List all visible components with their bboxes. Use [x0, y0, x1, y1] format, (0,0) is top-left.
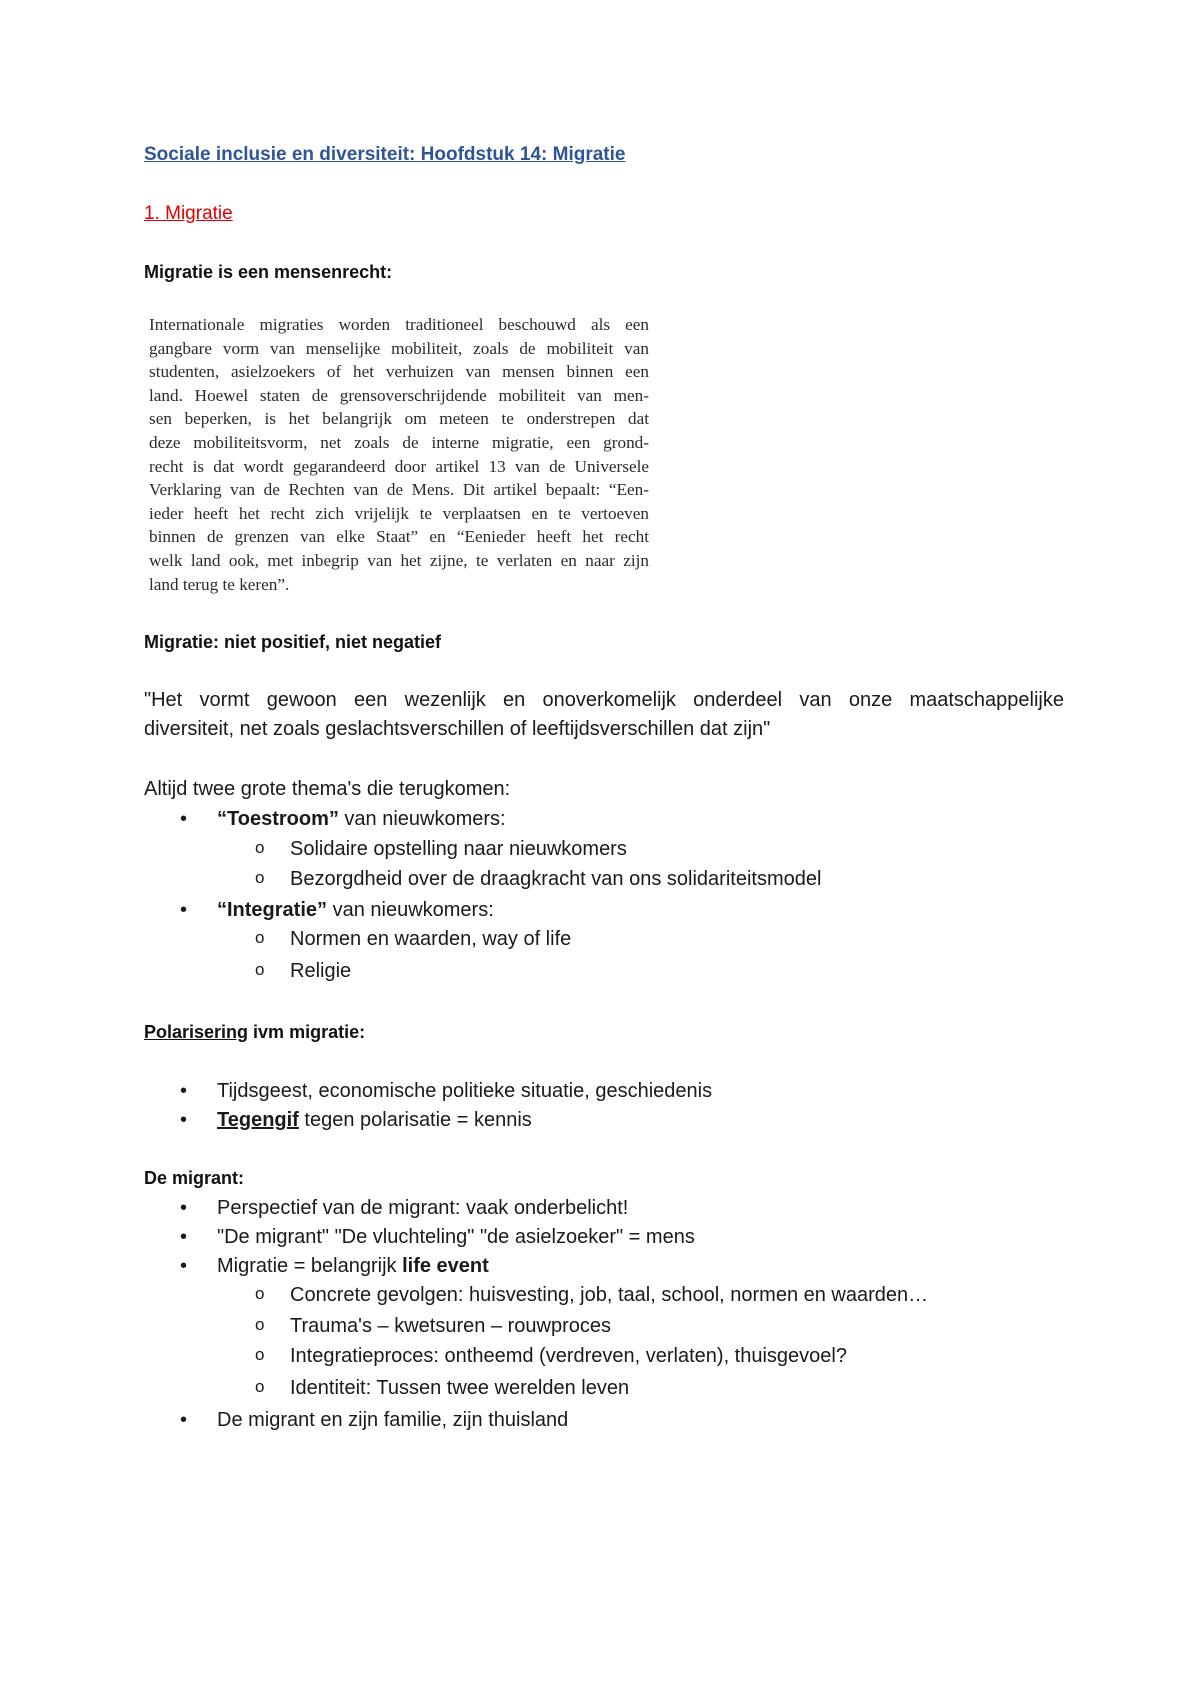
circle-bullet-icon: o: [255, 868, 265, 887]
bullet-icon: •: [180, 1226, 188, 1248]
quote-line: deze mobiliteitsvorm, net zoals de interne migratie, een grond-: [149, 432, 649, 452]
quote-line: ieder heeft het recht zich vrijelijk te verplaatsen en te vertoeven: [149, 503, 649, 523]
life-event-plain: Migratie = belangrijk: [217, 1255, 403, 1277]
theme-toestroom-rest: van nieuwkomers:: [338, 808, 506, 830]
quote-line: sen beperken, is het belangrijk om meteen te onderstrepen dat: [149, 409, 649, 429]
list-item-toestroom: [0, 808, 1200, 836]
quote-line: recht is dat wordt gegarandeerd door artikel 13 van de Universele: [149, 456, 649, 476]
themes-intro: Altijd twee grote thema's die terugkomen:: [144, 778, 511, 800]
list-item: [0, 1109, 1200, 1137]
scanned-quote: [149, 313, 649, 596]
sub-list-text: Bezorgdheid over de draagkracht van ons solidariteitsmodel: [290, 868, 822, 890]
bullet-icon: •: [180, 808, 188, 830]
heading-human-right: Migratie is een mensenrecht:: [144, 262, 393, 282]
neutral-quote-line-2: diversiteit, net zoals geslachtsverschillen of leeftijdsverschillen dat zijn": [144, 718, 771, 740]
quote-line: land. Hoewel staten de grensoverschrijdende mobiliteit van men-: [149, 385, 649, 405]
list-item: [0, 1409, 1200, 1437]
sub-list-text: Normen en waarden, way of life: [290, 928, 572, 950]
section-heading: 1. Migratie: [144, 203, 233, 224]
quote-line: Internationale migraties worden traditioneel beschouwd als een: [149, 315, 649, 334]
sub-list-item: [0, 1345, 1200, 1373]
life-event-bold: life event: [402, 1255, 489, 1277]
list-item-integratie: [0, 899, 1200, 927]
theme-integratie-rest: van nieuwkomers:: [327, 899, 494, 921]
circle-bullet-icon: o: [255, 960, 265, 979]
sub-list-item: [0, 868, 1200, 896]
sub-list-text: Integratieproces: ontheemd (verdreven, verlaten), thuisgevoel?: [290, 1345, 847, 1367]
sub-list-item: [0, 1377, 1200, 1405]
quote-line: Verklaring van de Rechten van de Mens. Dit artikel bepaalt: “Een-: [149, 480, 649, 500]
sub-list-item: [0, 1284, 1200, 1312]
document-title: Sociale inclusie en diversiteit: Hoofdstuk 14: Migratie: [144, 144, 626, 165]
polarisation-rest: ivm migratie:: [248, 1022, 366, 1042]
tegengif-bold: Tegengif: [217, 1109, 299, 1131]
theme-toestroom-bold: “Toestroom”: [217, 808, 339, 830]
list-item: [0, 1226, 1200, 1254]
quote-line: gangbare vorm van menselijke mobiliteit, zoals de mobiliteit van: [149, 338, 649, 358]
list-item: [0, 1255, 1200, 1283]
heading-polarisation: [144, 1022, 365, 1043]
sub-list-text: Concrete gevolgen: huisvesting, job, taal, school, normen en waarden…: [290, 1284, 929, 1306]
circle-bullet-icon: o: [255, 928, 265, 947]
bullet-icon: •: [180, 899, 188, 921]
list-text: Perspectief van de migrant: vaak onderbelicht!: [217, 1197, 629, 1219]
quote-line: binnen de grenzen van elke Staat” en “Eenieder heeft het recht: [149, 527, 649, 547]
sub-list-item: [0, 928, 1200, 956]
sub-list-text: Trauma's – kwetsuren – rouwproces: [290, 1315, 611, 1337]
sub-list-text: Religie: [290, 960, 352, 982]
list-item: [0, 1197, 1200, 1225]
circle-bullet-icon: o: [255, 1284, 265, 1303]
sub-list-item: [0, 838, 1200, 866]
sub-list-text: Identiteit: Tussen twee werelden leven: [290, 1377, 630, 1399]
theme-integratie-bold: “Integratie”: [217, 899, 328, 921]
list-text: Tijdsgeest, economische politieke situatie, geschiedenis: [217, 1080, 713, 1102]
sub-list-item: [0, 960, 1200, 988]
neutral-quote-line-1: "Het vormt gewoon een wezenlijk en onoverkomelijk onderdeel van onze maatschappelijke: [144, 689, 1064, 711]
bullet-icon: •: [180, 1080, 188, 1102]
circle-bullet-icon: o: [255, 838, 265, 857]
quote-line: welk land ook, met inbegrip van het zijne, te verlaten en naar zijn: [149, 550, 649, 570]
circle-bullet-icon: o: [255, 1345, 265, 1364]
heading-migrant: De migrant:: [144, 1168, 245, 1188]
sub-list-item: [0, 1315, 1200, 1343]
list-text: De migrant en zijn familie, zijn thuisland: [217, 1409, 569, 1431]
circle-bullet-icon: o: [255, 1315, 265, 1334]
sub-list-text: Solidaire opstelling naar nieuwkomers: [290, 838, 627, 860]
polarisation-underlined: Polarisering: [144, 1022, 249, 1042]
quote-line: studenten, asielzoekers of het verhuizen van mensen binnen een: [149, 362, 649, 382]
list-text: "De migrant" "De vluchteling" "de asielzoeker" = mens: [217, 1226, 695, 1248]
heading-neutral: Migratie: niet positief, niet negatief: [144, 632, 442, 652]
bullet-icon: •: [180, 1197, 188, 1219]
quote-line: land terug te keren”.: [149, 574, 290, 594]
circle-bullet-icon: o: [255, 1377, 265, 1396]
list-item: [0, 1080, 1200, 1108]
tegengif-rest: tegen polarisatie = kennis: [298, 1109, 532, 1131]
bullet-icon: •: [180, 1255, 188, 1277]
bullet-icon: •: [180, 1409, 188, 1431]
bullet-icon: •: [180, 1109, 188, 1131]
